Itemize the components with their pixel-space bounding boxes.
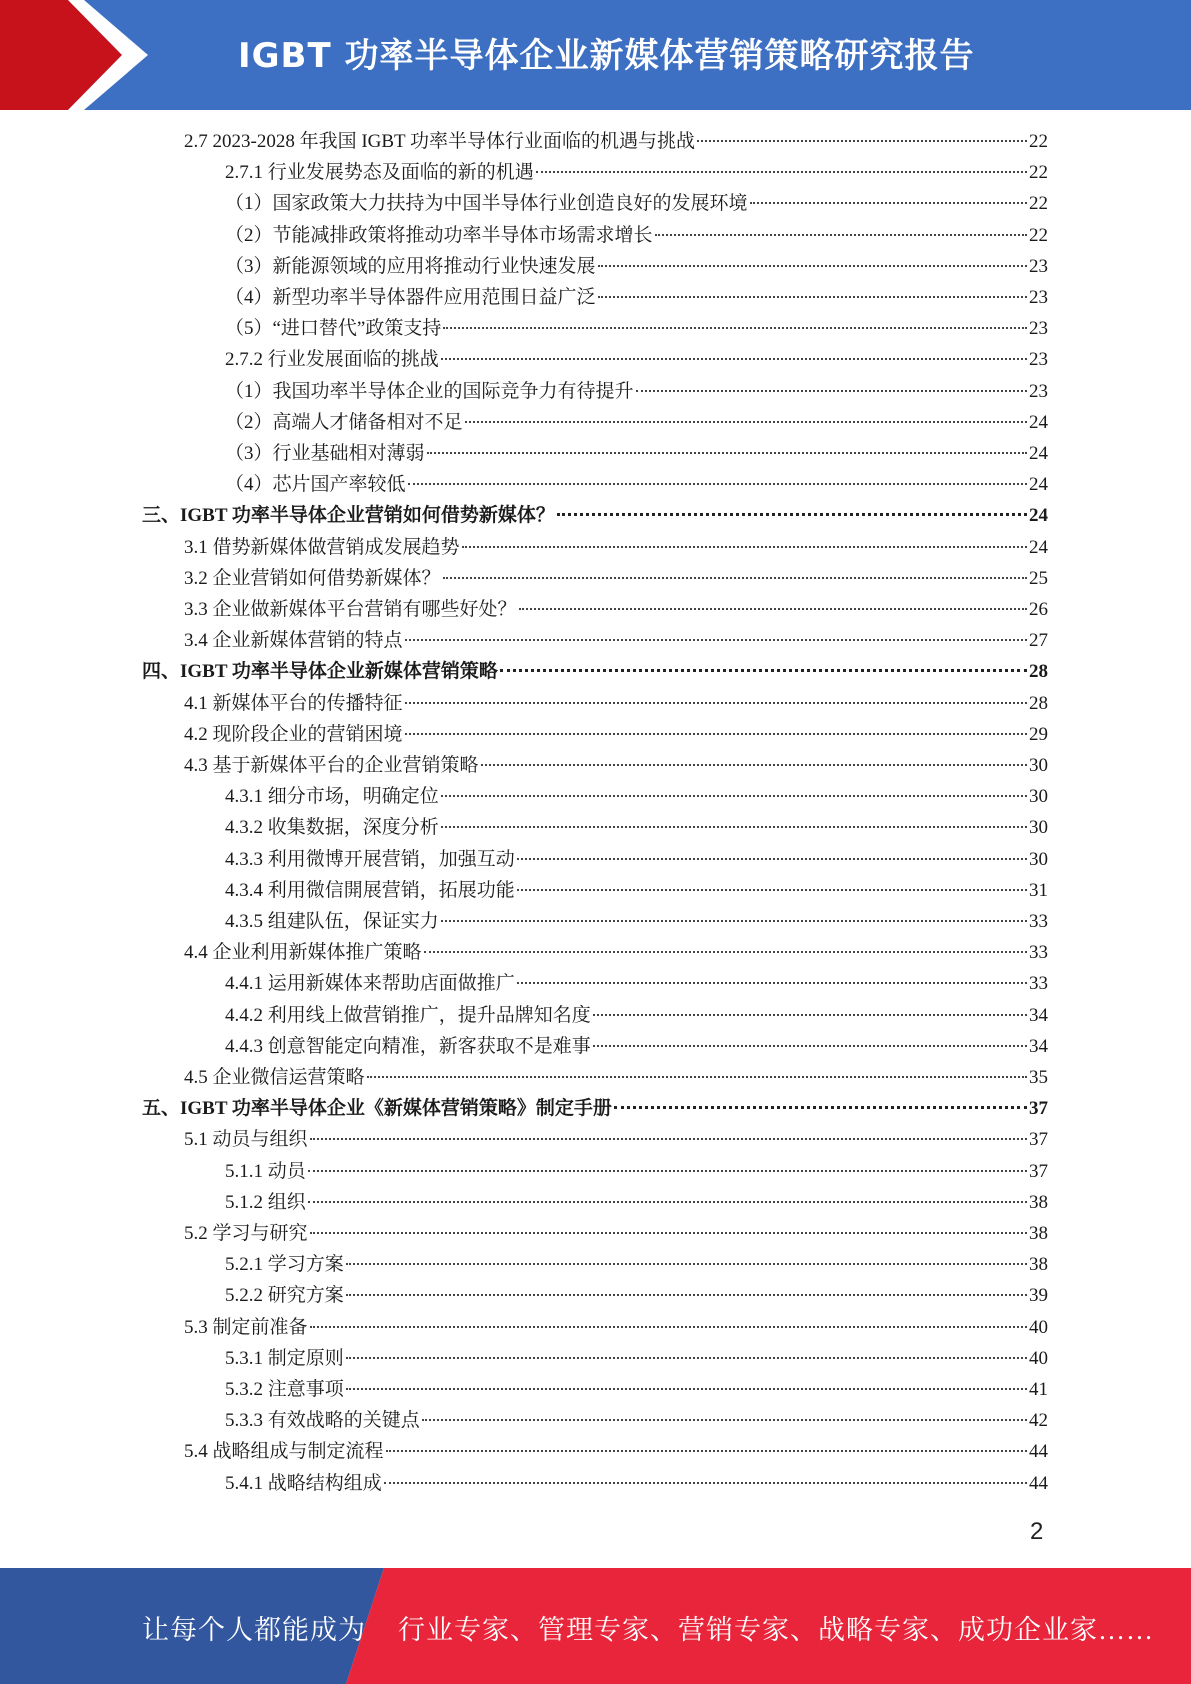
toc-entry[interactable]	[225, 313, 1048, 344]
toc-entry-label: 2.7.2 行业发展面临的挑战	[225, 349, 439, 370]
toc-entry[interactable]	[184, 1218, 1048, 1249]
toc-entry-page: 23	[1029, 381, 1048, 402]
toc-entry-page: 41	[1029, 1379, 1048, 1400]
toc-entry[interactable]	[225, 1249, 1048, 1280]
toc-leader-dots	[405, 639, 1027, 641]
toc-entry-page: 39	[1029, 1285, 1048, 1306]
toc-leader-dots	[308, 1201, 1027, 1203]
toc-entry-page: 25	[1029, 568, 1048, 589]
toc-leader-dots	[310, 1138, 1027, 1140]
toc-leader-dots	[598, 296, 1027, 298]
toc-leader-dots	[655, 234, 1027, 236]
toc-entry-page: 22	[1029, 131, 1048, 152]
toc-entry[interactable]	[184, 1436, 1048, 1467]
toc-leader-dots	[614, 1106, 1027, 1109]
toc-leader-dots	[427, 452, 1027, 454]
toc-entry-label: 4.3.2 收集数据，深度分析	[225, 817, 439, 838]
toc-entry[interactable]	[142, 500, 1048, 531]
toc-leader-dots	[441, 795, 1027, 797]
toc-entry-page: 23	[1029, 256, 1048, 277]
toc-entry-page: 35	[1029, 1067, 1048, 1088]
toc-entry-label: （5）“进口替代”政策支持	[225, 318, 442, 339]
toc-entry-page: 40	[1029, 1317, 1048, 1338]
toc-entry[interactable]	[142, 656, 1048, 687]
toc-entry-page: 38	[1029, 1254, 1048, 1275]
toc-entry-page: 24	[1029, 537, 1048, 558]
toc-entry-label: 4.2 现阶段企业的营销困境	[184, 724, 403, 745]
toc-leader-dots	[598, 265, 1027, 267]
toc-leader-dots	[346, 1294, 1027, 1296]
toc-entry-page: 38	[1029, 1223, 1048, 1244]
toc-entry[interactable]	[184, 1124, 1048, 1155]
toc-entry-label: 三、IGBT 功率半导体企业营销如何借势新媒体？	[142, 505, 555, 526]
toc-entry[interactable]	[225, 157, 1048, 188]
report-title: IGBT 功率半导体企业新媒体营销策略研究报告	[238, 36, 975, 76]
toc-leader-dots	[517, 858, 1027, 860]
toc-entry[interactable]	[225, 1280, 1048, 1311]
toc-entry-page: 24	[1029, 474, 1048, 495]
toc-entry[interactable]	[225, 1468, 1048, 1499]
toc-leader-dots	[481, 764, 1027, 766]
toc-leader-dots	[462, 546, 1027, 548]
toc-entry[interactable]	[184, 750, 1048, 781]
toc-entry[interactable]	[225, 875, 1048, 906]
toc-entry-label: 4.3.1 细分市场，明确定位	[225, 786, 439, 807]
toc-entry-label: （1）国家政策大力扶持为中国半导体行业创造良好的发展环境	[225, 193, 748, 214]
toc-entry-label: 3.4 企业新媒体营销的特点	[184, 630, 403, 651]
toc-entry-label: 5.4.1 战略结构组成	[225, 1473, 382, 1494]
toc-entry-page: 37	[1029, 1129, 1048, 1150]
toc-entry[interactable]	[184, 937, 1048, 968]
toc-entry[interactable]	[184, 719, 1048, 750]
toc-entry-label: 五、IGBT 功率半导体企业《新媒体营销策略》制定手册	[142, 1098, 612, 1119]
toc-entry[interactable]	[225, 968, 1048, 999]
toc-entry[interactable]	[184, 1062, 1048, 1093]
toc-entry-page: 24	[1029, 443, 1048, 464]
toc-entry-label: （3）新能源领域的应用将推动行业快速发展	[225, 256, 596, 277]
toc-entry-label: （2）节能减排政策将推动功率半导体市场需求增长	[225, 225, 653, 246]
page-number: 2	[1030, 1518, 1044, 1545]
toc-leader-dots	[465, 421, 1027, 423]
toc-leader-dots	[310, 1326, 1027, 1328]
toc-entry-label: 4.4 企业利用新媒体推广策略	[184, 942, 422, 963]
toc-entry-label: （2）高端人才储备相对不足	[225, 412, 463, 433]
toc-leader-dots	[386, 1450, 1027, 1452]
toc-entry[interactable]	[225, 220, 1048, 251]
toc-entry-label: 5.4 战略组成与制定流程	[184, 1441, 384, 1462]
toc-entry[interactable]	[225, 781, 1048, 812]
toc-entry-label: 5.2.1 学习方案	[225, 1254, 344, 1275]
toc-entry[interactable]	[184, 625, 1048, 656]
toc-entry-label: 4.3.5 组建队伍，保证实力	[225, 911, 439, 932]
footer-banner	[0, 1568, 1191, 1684]
toc-leader-dots	[636, 390, 1027, 392]
toc-entry[interactable]	[225, 469, 1048, 500]
toc-entry[interactable]	[225, 1405, 1048, 1436]
toc-entry-page: 24	[1029, 412, 1048, 433]
toc-entry-page: 30	[1029, 755, 1048, 776]
toc-leader-dots	[536, 171, 1027, 173]
toc-entry-page: 30	[1029, 849, 1048, 870]
toc-entry[interactable]	[184, 126, 1048, 157]
toc-entry-page: 33	[1029, 911, 1048, 932]
toc-leader-dots	[593, 1045, 1027, 1047]
toc-entry-page: 44	[1029, 1441, 1048, 1462]
toc-entry-page: 40	[1029, 1348, 1048, 1369]
toc-entry-page: 22	[1029, 162, 1048, 183]
toc-entry[interactable]	[225, 376, 1048, 407]
toc-entry-page: 34	[1029, 1005, 1048, 1026]
toc-entry[interactable]	[184, 1312, 1048, 1343]
toc-entry-page: 23	[1029, 349, 1048, 370]
toc-entry[interactable]	[225, 1000, 1048, 1031]
toc-entry-label: 5.2.2 研究方案	[225, 1285, 344, 1306]
toc-entry-label: 4.1 新媒体平台的传播特征	[184, 693, 403, 714]
toc-entry-page: 22	[1029, 193, 1048, 214]
toc-leader-dots	[517, 889, 1027, 891]
toc-entry-page: 26	[1029, 599, 1048, 620]
toc-entry-page: 29	[1029, 724, 1048, 745]
toc-leader-dots	[424, 951, 1027, 953]
header-banner	[0, 0, 1191, 110]
toc-entry-label: 4.3 基于新媒体平台的企业营销策略	[184, 755, 479, 776]
toc-entry-page: 33	[1029, 973, 1048, 994]
toc-leader-dots	[500, 669, 1027, 672]
toc-entry-label: 4.3.4 利用微信開展营销，拓展功能	[225, 880, 515, 901]
toc-entry[interactable]	[225, 1187, 1048, 1218]
toc-leader-dots	[443, 577, 1027, 579]
toc-entry[interactable]	[225, 282, 1048, 313]
toc-entry[interactable]	[184, 688, 1048, 719]
toc-entry-page: 42	[1029, 1410, 1048, 1431]
toc-entry-page: 34	[1029, 1036, 1048, 1057]
toc-entry-label: 4.4.2 利用线上做营销推广，提升品牌知名度	[225, 1005, 591, 1026]
toc-leader-dots	[367, 1076, 1027, 1078]
toc-leader-dots	[750, 202, 1027, 204]
toc-entry-page: 24	[1029, 505, 1048, 526]
footer-slogan-right: 行业专家、管理专家、营销专家、战略专家、成功企业家……	[398, 1615, 1154, 1645]
toc-leader-dots	[308, 1170, 1027, 1172]
toc-leader-dots	[557, 513, 1027, 516]
toc-entry[interactable]	[184, 563, 1048, 594]
toc-entry-page: 28	[1029, 693, 1048, 714]
toc-leader-dots	[697, 140, 1027, 142]
toc-leader-dots	[405, 702, 1027, 704]
toc-entry-label: 5.2 学习与研究	[184, 1223, 308, 1244]
toc-entry-label: （4）芯片国产率较低	[225, 474, 406, 495]
toc-entry-page: 31	[1029, 880, 1048, 901]
toc-entry[interactable]	[225, 1156, 1048, 1187]
toc-entry[interactable]	[225, 344, 1048, 375]
toc-leader-dots	[441, 358, 1027, 360]
toc-entry-page: 28	[1029, 661, 1048, 682]
toc-entry-page: 22	[1029, 225, 1048, 246]
toc-entry[interactable]	[184, 532, 1048, 563]
toc-leader-dots	[422, 1419, 1027, 1421]
toc-entry[interactable]	[225, 438, 1048, 469]
toc-entry-label: 5.1.2 组织	[225, 1192, 306, 1213]
toc-entry[interactable]	[184, 594, 1048, 625]
toc-entry-page: 23	[1029, 287, 1048, 308]
toc-entry-label: 3.2 企业营销如何借势新媒体？	[184, 568, 441, 589]
toc-leader-dots	[593, 1014, 1027, 1016]
toc-entry-label: 4.4.1 运用新媒体来帮助店面做推广	[225, 973, 515, 994]
toc-entry-label: 4.4.3 创意智能定向精准，新客获取不是难事	[225, 1036, 591, 1057]
toc-entry[interactable]	[142, 1093, 1048, 1124]
toc-entry-page: 37	[1029, 1098, 1048, 1119]
footer-slogan-left: 让每个人都能成为	[142, 1615, 366, 1645]
toc-entry-page: 30	[1029, 786, 1048, 807]
toc-entry-label: 5.3.2 注意事项	[225, 1379, 344, 1400]
toc-entry-label: 5.3 制定前准备	[184, 1317, 308, 1338]
toc-leader-dots	[441, 826, 1027, 828]
toc-entry-label: 2.7.1 行业发展势态及面临的新的机遇	[225, 162, 534, 183]
toc-entry-page: 37	[1029, 1161, 1048, 1182]
toc-entry-label: 2.7 2023-2028 年我国 IGBT 功率半导体行业面临的机遇与挑战	[184, 131, 696, 152]
toc-entry-label: 5.3.3 有效战略的关键点	[225, 1410, 420, 1431]
toc-leader-dots	[310, 1232, 1027, 1234]
toc-entry[interactable]	[225, 844, 1048, 875]
toc-entry[interactable]	[225, 1343, 1048, 1374]
toc-leader-dots	[346, 1388, 1027, 1390]
toc-entry-page: 38	[1029, 1192, 1048, 1213]
toc-entry-page: 23	[1029, 318, 1048, 339]
toc-entry-page: 27	[1029, 630, 1048, 651]
toc-entry-label: 5.3.1 制定原则	[225, 1348, 344, 1369]
toc-entry-label: 5.1 动员与组织	[184, 1129, 308, 1150]
toc-leader-dots	[346, 1357, 1027, 1359]
toc-entry[interactable]	[225, 407, 1048, 438]
toc-leader-dots	[517, 982, 1027, 984]
toc-entry[interactable]	[225, 1031, 1048, 1062]
toc-leader-dots	[443, 327, 1027, 329]
toc-leader-dots	[384, 1482, 1027, 1484]
toc-entry[interactable]	[225, 906, 1048, 937]
toc-entry-page: 44	[1029, 1473, 1048, 1494]
toc-entry-label: 四、IGBT 功率半导体企业新媒体营销策略	[142, 661, 498, 682]
toc-entry-label: 4.5 企业微信运营策略	[184, 1067, 365, 1088]
toc-entry-label: （4）新型功率半导体器件应用范围日益广泛	[225, 287, 596, 308]
toc-entry[interactable]	[225, 188, 1048, 219]
toc-entry-page: 33	[1029, 942, 1048, 963]
toc-entry[interactable]	[225, 1374, 1048, 1405]
toc-entry-page: 30	[1029, 817, 1048, 838]
toc-entry-label: 4.3.3 利用微博开展营销，加强互动	[225, 849, 515, 870]
toc-leader-dots	[405, 733, 1027, 735]
toc-entry-label: 5.1.1 动员	[225, 1161, 306, 1182]
toc-leader-dots	[519, 608, 1027, 610]
header-arrow-decoration	[0, 0, 170, 110]
toc-entry-label: （1）我国功率半导体企业的国际竞争力有待提升	[225, 381, 634, 402]
toc-entry-label: 3.1 借势新媒体做营销成发展趋势	[184, 537, 460, 558]
toc-leader-dots	[408, 483, 1027, 485]
toc-entry-label: （3）行业基础相对薄弱	[225, 443, 425, 464]
toc-entry[interactable]	[225, 251, 1048, 282]
toc-entry-label: 3.3 企业做新媒体平台营销有哪些好处？	[184, 599, 517, 620]
toc-leader-dots	[441, 920, 1027, 922]
toc-leader-dots	[346, 1263, 1027, 1265]
toc-entry[interactable]	[225, 812, 1048, 843]
